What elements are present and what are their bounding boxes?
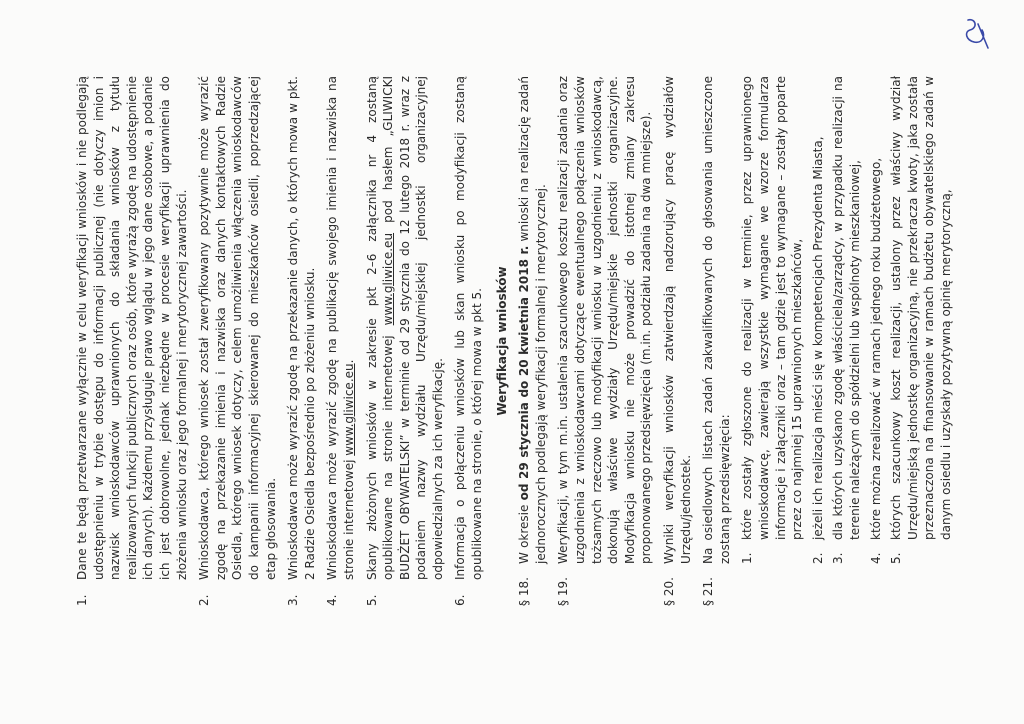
list-item bbox=[196, 76, 279, 606]
paragraph bbox=[516, 76, 549, 606]
paragraph-text bbox=[516, 76, 549, 564]
paragraph-text: Na osiedlowych listach zadań zakwalifikowanych do głosowania umieszczone zostaną przedsięwzięcia: bbox=[701, 76, 732, 564]
sublist-item bbox=[739, 76, 805, 564]
paragraph-number: § 18. bbox=[517, 577, 532, 606]
sublist-number: 4. bbox=[868, 552, 883, 564]
item-text-before: Wnioskodawca może wyrazić zgodę na publikację swojego imienia i nazwiska na stronie internetowej bbox=[325, 76, 356, 580]
sublist bbox=[739, 76, 954, 564]
sublist-text: dla których uzyskano zgodę właściciela/zarządcy, w przypadku realizacji na terenie należącym do spółdzielni lub wspólnoty mieszkaniowej, bbox=[831, 76, 862, 540]
website-link[interactable]: www.gliwice.eu bbox=[381, 232, 396, 326]
paragraph-number: § 19. bbox=[556, 577, 571, 606]
item-number: 6. bbox=[453, 594, 468, 606]
sublist-item bbox=[830, 76, 863, 564]
sublist-text: jeżeli ich realizacja mieści się w kompetencjach Prezydenta Miasta, bbox=[810, 136, 825, 540]
item-number: 1. bbox=[75, 594, 89, 606]
item-text bbox=[364, 76, 447, 580]
item-text-after: pod hasłem „GLIWICKI BUDŻET OBYWATELSKI” w terminie od 29 stycznia do 12 lutego 2018 r. wraz z podaniem nazwy wydziału Urzędu/miejskiej jednostki organizacyjnej odpowiedzialnych za ich weryfikację. bbox=[381, 76, 445, 580]
sublist-item bbox=[810, 76, 827, 564]
list-item bbox=[452, 76, 485, 606]
handwritten-signature bbox=[956, 14, 996, 54]
item-number: 4. bbox=[325, 594, 340, 606]
paragraph-number: § 21. bbox=[701, 577, 716, 606]
list-item bbox=[74, 76, 190, 606]
item-text: Wnioskodawca, którego wniosek został zweryfikowany pozytywnie może wyrazić zgodę na przekazanie imienia i nazwiska oraz danych kontaktowych Radzie Osiedla, którego wniosek dotyczy, celem umożliwienia włączenia wnioskodawców do kampanii informacyjnej skierowanej do mieszkańców osiedli, poprzedzającej etap głosowania. bbox=[197, 76, 278, 580]
sublist-number: 5. bbox=[889, 552, 904, 564]
paragraph bbox=[555, 76, 655, 606]
paragraph-text: Wyniki weryfikacji wniosków zatwierdzają nadzorujący pracę wydziałów Urzędu/jednostek. bbox=[662, 76, 693, 564]
sublist-item bbox=[868, 76, 885, 564]
item-number: 3. bbox=[286, 594, 301, 606]
document-content bbox=[74, 76, 959, 606]
item-text-before: Skany złożonych wniosków w zakresie pkt 2–6 załącznika nr 4 zostaną opublikowane na stronie internetowej bbox=[364, 76, 396, 580]
item-text: Wnioskodawca może wyrazić zgodę na przekazanie danych, o których mowa w pkt. 2 Radzie Osiedla bezpośrednio po złożeniu wniosku. bbox=[286, 76, 317, 580]
item-text bbox=[324, 76, 357, 580]
paragraph bbox=[700, 76, 733, 606]
paragraph-text: Weryfikacji, w tym m.in. ustalenia szacunkowego kosztu realizacji zadania oraz uzgodnienia z wnioskodawcami dotyczące ewentualnego połączenia wniosków tożsamych rzeczowo lub modyfikacji wniosku w uzgodnieniu z wnioskodawcą, dokonują właściwe wydziały Urzędu/miejskie jednostki organizacyjne. Modyfikacja wniosku nie może prowadzić do istotnej zmiany zakresu proponowanego przedsięwzięcia (m.in. podziału zadania na dwa mniejsze). bbox=[556, 76, 654, 564]
website-link[interactable]: www.gliwice.eu bbox=[341, 363, 356, 456]
paragraph-post: wnioski na realizację zadań jednorocznych podlegają weryfikacji formalnej i merytorycznej. bbox=[517, 75, 548, 564]
list-item bbox=[285, 76, 318, 606]
sublist-item bbox=[888, 76, 954, 564]
paragraph bbox=[661, 76, 694, 606]
sublist-text: które można zrealizować w ramach jednego roku budżetowego, bbox=[868, 157, 883, 540]
item-text: Dane te będą przetwarzane wyłącznie w celu weryfikacji wniosków i nie podlegają udostępnieniu w trybie dostępu do informacji publicznej (nie dotyczy imion i nazwisk wnioskodawców uprawnionych do składania wniosków z tytułu realizowanych funkcji publicznych oraz osób, które wyrażą zgodę na udostępnienie ich danych). Każdemu przysługuje prawo wglądu w jego dane osobowe, a podanie ich jest dobrowolne, jednak niezbędne w procesie weryfikacji uprawnienia do złożenia wniosku oraz jego formalnej i merytorycznej zawartości. bbox=[75, 76, 189, 580]
sublist-text: których szacunkowy koszt realizacji, ustalony przez właściwy wydział Urzędu/miejską jednostkę organizacyjną, nie przekracza kwoty, jaka została przeznaczona na finansowanie w ramach budżetu obywatelskiego zadań w danym osiedlu i uzyskały pozytywną opinię merytoryczną, bbox=[889, 76, 953, 540]
item-number: 2. bbox=[197, 594, 212, 606]
sublist-number: 3. bbox=[831, 552, 846, 564]
sublist-number: 2. bbox=[810, 552, 825, 564]
section-heading: Weryfikacja wniosków bbox=[494, 266, 509, 416]
list-item bbox=[364, 76, 447, 606]
list-item bbox=[324, 76, 357, 606]
sublist-number: 1. bbox=[740, 552, 755, 564]
item-text: Informacja o połączeniu wniosków lub skan wniosku po modyfikacji zostaną opublikowane na stronie, o której mowa w pkt 5. bbox=[453, 76, 485, 580]
sublist-text: które zostały zgłoszone do realizacji w terminie, przez uprawnionego wnioskodawcę, zawierają wszystkie wymagane we wzorze formularza informacje i załączniki oraz – tam gdzie jest to wymagane – zostały poparte przez co najmniej 15 uprawnionych mieszkańców, bbox=[740, 76, 805, 540]
paragraph-number: § 20. bbox=[662, 577, 676, 606]
item-text-after: . bbox=[341, 359, 356, 364]
paragraph-bold: od 29 stycznia do 20 kwietnia 2018 r. bbox=[517, 245, 532, 501]
paragraph-pre: W okresie bbox=[517, 500, 532, 564]
item-number: 5. bbox=[364, 594, 379, 606]
